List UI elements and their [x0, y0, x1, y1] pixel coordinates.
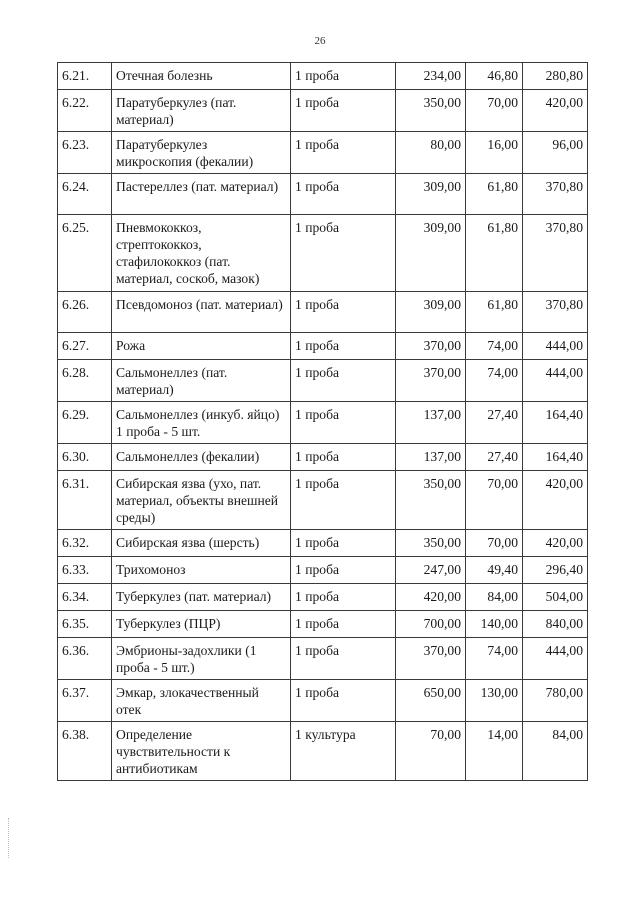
table-row [58, 132, 588, 174]
row-name: Паратуберкулез (пат. материал) [112, 90, 291, 132]
row-unit: 1 проба [291, 402, 396, 444]
row-code: 6.29. [58, 402, 112, 444]
row-total: 84,00 [523, 722, 588, 781]
row-total: 280,80 [523, 63, 588, 90]
row-unit: 1 проба [291, 63, 396, 90]
table-row [58, 63, 588, 90]
row-price: 420,00 [396, 584, 466, 611]
row-code: 6.22. [58, 90, 112, 132]
row-total: 296,40 [523, 557, 588, 584]
row-price: 234,00 [396, 63, 466, 90]
row-name: Паратуберкулез микроскопия (фекалии) [112, 132, 291, 174]
row-total: 444,00 [523, 333, 588, 360]
row-unit: 1 культура [291, 722, 396, 781]
row-vat: 74,00 [466, 360, 523, 402]
row-unit: 1 проба [291, 444, 396, 471]
table-row [58, 215, 588, 292]
row-code: 6.37. [58, 680, 112, 722]
row-unit: 1 проба [291, 174, 396, 215]
row-name: Эмбрионы-задохлики (1 проба - 5 шт.) [112, 638, 291, 680]
row-vat: 70,00 [466, 90, 523, 132]
table-row [58, 471, 588, 530]
table-row [58, 444, 588, 471]
row-total: 780,00 [523, 680, 588, 722]
row-name: Определение чувствительности к антибиотикам [112, 722, 291, 781]
page-number: 26 [314, 35, 326, 47]
row-unit: 1 проба [291, 638, 396, 680]
row-vat: 140,00 [466, 611, 523, 638]
table-row [58, 333, 588, 360]
row-total: 840,00 [523, 611, 588, 638]
row-name: Туберкулез (ПЦР) [112, 611, 291, 638]
row-name: Пневмококкоз, стрептококкоз, стафилококкоз (пат. материал, соскоб, мазок) [112, 215, 291, 292]
row-price: 350,00 [396, 471, 466, 530]
row-total: 370,80 [523, 215, 588, 292]
row-vat: 14,00 [466, 722, 523, 781]
row-price: 350,00 [396, 90, 466, 132]
row-total: 420,00 [523, 530, 588, 557]
row-unit: 1 проба [291, 680, 396, 722]
row-price: 309,00 [396, 174, 466, 215]
table-row [58, 174, 588, 215]
table-row [58, 638, 588, 680]
table-row [58, 680, 588, 722]
row-vat: 70,00 [466, 530, 523, 557]
row-unit: 1 проба [291, 90, 396, 132]
row-unit: 1 проба [291, 360, 396, 402]
row-price: 370,00 [396, 638, 466, 680]
row-code: 6.23. [58, 132, 112, 174]
row-price: 370,00 [396, 333, 466, 360]
row-vat: 16,00 [466, 132, 523, 174]
row-vat: 61,80 [466, 292, 523, 333]
row-vat: 74,00 [466, 333, 523, 360]
row-price: 70,00 [396, 722, 466, 781]
row-unit: 1 проба [291, 530, 396, 557]
row-price: 650,00 [396, 680, 466, 722]
table-row [58, 90, 588, 132]
row-total: 96,00 [523, 132, 588, 174]
row-name: Сальмонеллез (пат. материал) [112, 360, 291, 402]
table-row [58, 557, 588, 584]
row-code: 6.27. [58, 333, 112, 360]
row-unit: 1 проба [291, 557, 396, 584]
row-name: Сальмонеллез (инкуб. яйцо) 1 проба - 5 шт. [112, 402, 291, 444]
row-name: Псевдомоноз (пат. материал) [112, 292, 291, 333]
row-price: 350,00 [396, 530, 466, 557]
row-code: 6.38. [58, 722, 112, 781]
row-vat: 61,80 [466, 174, 523, 215]
table-row [58, 611, 588, 638]
row-name: Пастереллез (пат. материал) [112, 174, 291, 215]
row-unit: 1 проба [291, 215, 396, 292]
row-total: 420,00 [523, 90, 588, 132]
row-unit: 1 проба [291, 471, 396, 530]
row-name: Рожа [112, 333, 291, 360]
row-price: 137,00 [396, 444, 466, 471]
table-row [58, 584, 588, 611]
row-name: Отечная болезнь [112, 63, 291, 90]
row-code: 6.33. [58, 557, 112, 584]
row-total: 164,40 [523, 444, 588, 471]
row-code: 6.36. [58, 638, 112, 680]
row-vat: 70,00 [466, 471, 523, 530]
row-price: 247,00 [396, 557, 466, 584]
row-code: 6.34. [58, 584, 112, 611]
row-vat: 27,40 [466, 444, 523, 471]
row-name: Туберкулез (пат. материал) [112, 584, 291, 611]
row-total: 370,80 [523, 174, 588, 215]
scan-margin-mark [8, 818, 10, 858]
row-code: 6.31. [58, 471, 112, 530]
row-unit: 1 проба [291, 584, 396, 611]
row-price: 309,00 [396, 292, 466, 333]
row-price: 309,00 [396, 215, 466, 292]
row-name: Сальмонеллез (фекалии) [112, 444, 291, 471]
row-code: 6.30. [58, 444, 112, 471]
row-vat: 130,00 [466, 680, 523, 722]
row-total: 420,00 [523, 471, 588, 530]
table-row [58, 530, 588, 557]
row-vat: 27,40 [466, 402, 523, 444]
row-vat: 74,00 [466, 638, 523, 680]
row-price: 700,00 [396, 611, 466, 638]
row-vat: 84,00 [466, 584, 523, 611]
row-code: 6.24. [58, 174, 112, 215]
row-code: 6.32. [58, 530, 112, 557]
row-name: Эмкар, злокачественный отек [112, 680, 291, 722]
row-price: 137,00 [396, 402, 466, 444]
row-code: 6.35. [58, 611, 112, 638]
row-total: 444,00 [523, 360, 588, 402]
row-code: 6.26. [58, 292, 112, 333]
row-vat: 46,80 [466, 63, 523, 90]
row-name: Трихомоноз [112, 557, 291, 584]
row-code: 6.28. [58, 360, 112, 402]
table-row [58, 722, 588, 781]
row-unit: 1 проба [291, 292, 396, 333]
row-unit: 1 проба [291, 333, 396, 360]
row-total: 444,00 [523, 638, 588, 680]
table-row [58, 402, 588, 444]
row-vat: 61,80 [466, 215, 523, 292]
row-price: 80,00 [396, 132, 466, 174]
table-row [58, 292, 588, 333]
row-unit: 1 проба [291, 611, 396, 638]
row-name: Сибирская язва (шерсть) [112, 530, 291, 557]
row-code: 6.25. [58, 215, 112, 292]
row-total: 370,80 [523, 292, 588, 333]
row-name: Сибирская язва (ухо, пат. материал, объекты внешней среды) [112, 471, 291, 530]
table-row [58, 360, 588, 402]
row-price: 370,00 [396, 360, 466, 402]
row-unit: 1 проба [291, 132, 396, 174]
row-code: 6.21. [58, 63, 112, 90]
row-total: 504,00 [523, 584, 588, 611]
row-total: 164,40 [523, 402, 588, 444]
price-table [57, 62, 588, 781]
row-vat: 49,40 [466, 557, 523, 584]
